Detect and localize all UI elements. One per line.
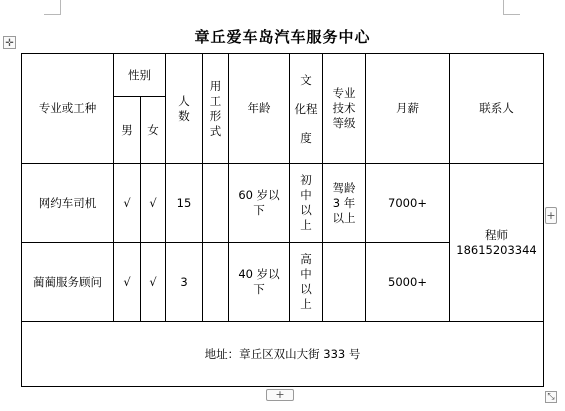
row-employment bbox=[203, 243, 229, 322]
row-female-check: √ bbox=[141, 164, 166, 243]
row-skill bbox=[323, 243, 366, 322]
header-gender: 性别 bbox=[114, 54, 166, 97]
header-age: 年龄 bbox=[229, 54, 290, 164]
recruitment-table bbox=[21, 53, 544, 387]
header-male: 男 bbox=[114, 97, 141, 164]
crop-mark-top-left bbox=[44, 0, 61, 15]
row-count: 15 bbox=[166, 164, 203, 243]
contact-cell bbox=[450, 164, 544, 322]
row-female-check: √ bbox=[141, 243, 166, 322]
row-education: 初 中 以 上 bbox=[290, 164, 323, 243]
row-job: 网约车司机 bbox=[22, 164, 114, 243]
add-column-plus-icon[interactable]: + bbox=[546, 209, 556, 222]
header-female: 女 bbox=[141, 97, 166, 164]
row-skill: 驾龄 3 年 以上 bbox=[323, 164, 366, 243]
header-contact: 联系人 bbox=[450, 54, 544, 164]
row-education: 高 中 以 上 bbox=[290, 243, 323, 322]
row-job: 蔺蔺服务顾问 bbox=[22, 243, 114, 322]
row-age: 40 岁以 下 bbox=[229, 243, 290, 322]
header-salary: 月薪 bbox=[366, 54, 450, 164]
row-age: 60 岁以 下 bbox=[229, 164, 290, 243]
row-employment bbox=[203, 164, 229, 243]
add-row-plus-icon[interactable]: + bbox=[266, 389, 294, 401]
header-education: 文 化程 度 bbox=[290, 54, 323, 164]
page-title: 章丘爱车岛汽车服务中心 bbox=[194, 28, 371, 46]
contact-phone: 18615203344 bbox=[456, 242, 537, 257]
crop-mark-top-right bbox=[503, 0, 520, 15]
row-male-check: √ bbox=[114, 164, 141, 243]
header-job: 专业或工种 bbox=[22, 54, 114, 164]
row-salary: 7000+ bbox=[366, 164, 450, 243]
header-count: 人 数 bbox=[166, 54, 203, 164]
resize-diagonal-icon[interactable]: ⤡ bbox=[545, 391, 557, 403]
header-skill-level: 专业 技术 等级 bbox=[323, 54, 366, 164]
row-salary: 5000+ bbox=[366, 243, 450, 322]
header-employment: 用 工 形 式 bbox=[203, 54, 229, 164]
table-move-handle-icon[interactable]: ✛ bbox=[3, 36, 16, 49]
row-male-check: √ bbox=[114, 243, 141, 322]
table-row bbox=[22, 164, 544, 243]
row-count: 3 bbox=[166, 243, 203, 322]
address-cell: 地址：章丘区双山大街 333 号 bbox=[22, 322, 544, 387]
contact-name: 程师 bbox=[485, 227, 508, 242]
